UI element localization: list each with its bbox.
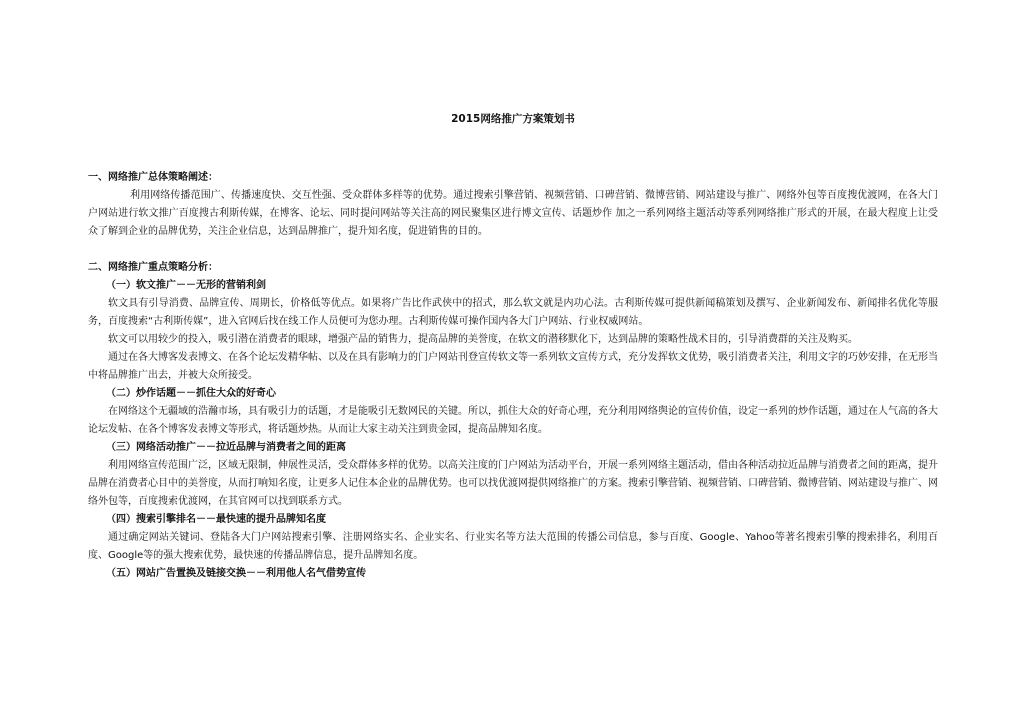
subsection-heading: （三）网络活动推广－－拉近品牌与消费者之间的距离 xyxy=(106,442,346,453)
subsection-heading: （四）搜索引擎排名－－最快速的提升品牌知名度 xyxy=(106,514,326,525)
paragraph: 软文可以用较少的投入，吸引潜在消费者的眼球，增强产品的销售力，提高品牌的美誉度，在软文的潜移默化下，达到品牌的策略性战术目的，引导消费群的关注及购买。 xyxy=(108,334,858,345)
paragraph: 通过确定网站关键词、登陆各大门户网站搜索引擎、注册网络实名、企业实名、行业实名等方法大范围的传播公司信息，参与百度、Google、Yahoo等著名搜索引擎的搜索排名，利用百度、Google等的强大搜索优势，最快速的传播品牌信息，提升品牌知名度。 xyxy=(88,532,938,561)
paragraph: 软文具有引导消费、品牌宣传、周期长，价格低等优点。如果将广告比作武侠中的招式，那么软文就是内功心法。古利斯传媒可提供新闻稿策划及撰写、企业新闻发布、新闻排名优化等服务，百度搜索“古利斯传媒”，进入官网后找在线工作人员便可为您办理。古利斯传媒可操作国内各大门户网站、行业权威网站。 xyxy=(88,298,938,327)
paragraph: 在网络这个无疆域的浩瀚市场，具有吸引力的话题，才是能吸引无数网民的关键。所以，抓住大众的好奇心理，充分利用网络舆论的宣传价值，设定一系列的炒作话题，通过在人气高的各大论坛发帖、在各个博客发表博文等形式，将话题炒热。从而让大家主动关注到贵金园，提高品牌知名度。 xyxy=(88,406,938,435)
subsection-heading: （一）软文推广－－无形的营销利剑 xyxy=(106,280,266,291)
document-body xyxy=(88,110,938,583)
paragraph: 利用网络宣传范围广泛，区域无限制，伸展性灵活，受众群体多样的优势。以高关注度的门户网站为活动平台，开展一系列网络主题活动，借由各种活动拉近品牌与消费者之间的距离，提升品牌在消费者心目中的美誉度，从而打响知名度，让更多人记住本企业的品牌优势。也可以找优渡网提供网络推广的方案。搜索引擎营销、视频营销、口碑营销、微博营销、网站建设与推广、网络外包等，百度搜索优渡网，在其官网可以找到联系方式。 xyxy=(88,460,938,507)
section-heading: 一、网络推广总体策略阐述： xyxy=(88,172,218,183)
spacer xyxy=(88,241,938,259)
paragraph: 通过在各大博客发表博文、在各个论坛发精华帖、以及在具有影响力的门户网站刊登宣传软文等一系列软文宣传方式，充分发挥软文优势，吸引消费者关注，利用文字的巧妙安排，在无形当中将品牌推广出去，并被大众所接受。 xyxy=(88,352,938,381)
paragraph: 利用网络传播范围广、传播速度快、交互性强、受众群体多样等的优势。通过搜索引擎营销、视频营销、口碑营销、微博营销、网站建设与推广、网络外包等百度搜优渡网，在各大门户网站进行软文推广百度搜古利斯传媒，在博客、论坛、同时提问网站等关注高的网民聚集区进行博文宣传、话题炒作 加之一系列网络主题活动等系列网络推广形式的开展，在最大程度上让受众了解到企业的品牌优势，关注企业信息，达到品牌推广，提升知名度，促进销售的目的。 xyxy=(88,190,938,237)
document-title: 2015网络推广方案策划书 xyxy=(451,113,575,125)
section-heading: 二、网络推广重点策略分析： xyxy=(88,262,218,273)
subsection-heading: （五）网站广告置换及链接交换－－利用他人名气借势宣传 xyxy=(106,568,366,579)
subsection-heading: （二）炒作话题－－抓住大众的好奇心 xyxy=(106,388,276,399)
